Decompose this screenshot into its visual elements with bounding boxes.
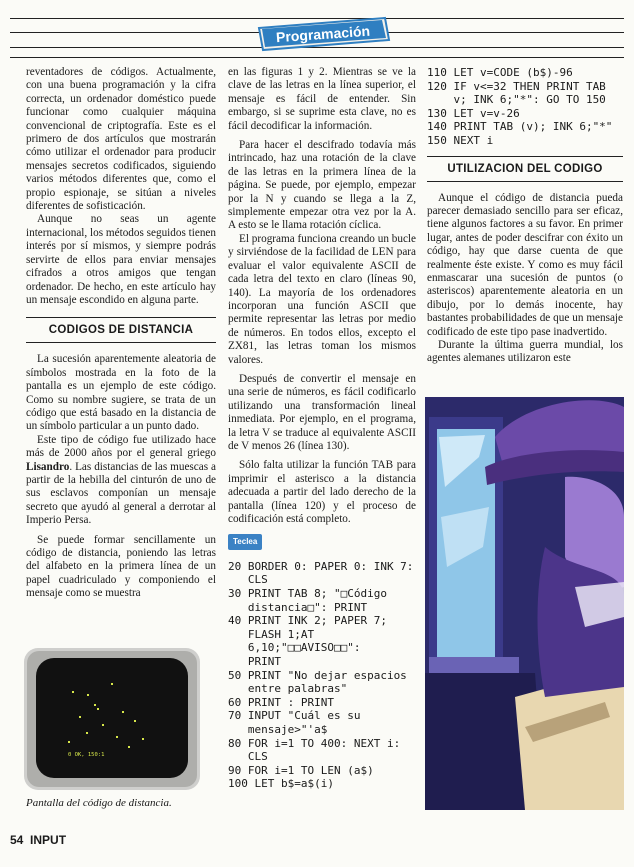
screen-dot (87, 694, 89, 696)
paragraph: Aunque no seas un agente internacional, los métodos seguidos tienen interés por sí mismos, y siempre podrás servirte de ellos para enviar mensajes cifrados a otros amigos que tengan ordenador. De hecho, en este artículo hay un mensaje escondido en alguna parte. (26, 213, 216, 306)
screen-dot (68, 741, 70, 743)
paragraph (26, 434, 216, 528)
screen-dot (116, 736, 118, 738)
paragraph: Sólo falta utilizar la función TAB para imprimir el asterisco a la distancia adecuada a partir del lado derecho de la pantalla (línea 120) y el proceso de codificación está completo. (228, 459, 416, 525)
screen-photo (24, 648, 200, 790)
paragraph-text: . Las distancias de las muescas a partir de la hebilla del cinturón de uno de sus esclavos componían un mensaje secreto que ayudó al general a derrotar al Imperio Persa. (26, 460, 216, 527)
paragraph: Se puede formar sencillamente un código de distancia, poniendo las letras del alfabeto en la primera línea de un papel cuadriculado y componiendo el mensaje como se muestra (26, 533, 216, 600)
column-2 (228, 66, 416, 791)
paragraph: reventadores de códigos. Actualmente, con una buena programación y la cifra correcta, un ordenador doméstico puede funcionar como cualquier máquina convencional de criptografía. Este es el primero de dos artículos que mostrarán cómo utilizar el ordenador para producir mensajes secretos codificados, siguiendo varios métodos diferentes que, como el propio espionaje, se sitúan a niveles diferentes de sofisticación. (26, 66, 216, 213)
paragraph: Aunque el código de distancia pueda parecer demasiado sencillo para ser eficaz, tiene algunos factores a su favor. En primer lugar, antes de poder descifrar con éxito un código, hay que darse cuenta de que realmente éste existe. Y como es muy fácil enmascarar una sucesión de puntos (o asteriscos) aparentemente aleatoria en un dibujo, por lo demás inocente, hay bastantes probabilidades de que un mensaje codificado de este tipo pase inadvertido. (427, 191, 623, 338)
magazine-name: INPUT (30, 833, 67, 847)
paragraph: El programa funciona creando un bucle y sirviéndose de la facilidad de LEN para evaluar el valor equivalente ASCII de cada letra del texto en claro (líneas 90, 140). La mayoría de los ordenadores incorporan una función ASCII que permite representar las letras por medio de números. En todos ellos, excepto el ZX81, las letras toman los mismos valores. (228, 232, 416, 366)
column-3 (427, 66, 623, 366)
paragraph: Durante la última guerra mundial, los agentes alemanes utilizaron este (427, 339, 623, 365)
paragraph: Después de convertir el mensaje en una serie de números, es fácil codificarlo utilizando una transformación lineal inmediata. Por ejemplo, en el programa, la letra V se traduce al equivalente ASCII de V menos 26 (línea 130). (228, 372, 416, 452)
paragraph: Para hacer el descifrado todavía más intrincado, haz una rotación de la clave de las letras en la primera línea de la página. Se puede, por ejemplo, empezar por la N y cuando se llega a la Z, simplemente empezar otra vez por la A. A esto se le llama rotación cíclica. (228, 139, 416, 232)
screen-dot (97, 708, 99, 710)
spy-illustration (425, 397, 624, 810)
section-heading: UTILIZACION DEL CODIGO (427, 156, 623, 182)
bold-name: Lisandro (26, 460, 70, 473)
code-listing: 20 BORDER 0: PAPER 0: INK 7: CLS 30 PRINT TAB 8; "□Código distancia□": PRINT 40 PRINT INK 2; PAPER 7; FLASH 1;AT 6,10;"□□AVISO□□": PRINT 50 PRINT "No dejar espacios entre palabras" 60 PRINT : PRINT 70 INPUT "Cuál es su mensaje>"'a$ 80 FOR i=1 TO 400: NEXT i: CLS 90 FOR i=1 TO LEN (a$) 100 LET b$=a$(i) (228, 559, 414, 791)
screen-dot (79, 716, 81, 718)
screen-readout: 0 OK, 150:1 (68, 752, 105, 758)
header-rule (10, 57, 624, 58)
paragraph: en las figuras 1 y 2. Mientras se ve la clave de las letras en la línea superior, el mensaje es fácil de entender. Sin embargo, si se suprime esta clave, no es fácil decodificar la información. (228, 66, 416, 132)
listing-tag: Teclea (228, 534, 262, 549)
paragraph-text: Este tipo de código fue utilizado hace más de 2000 años por el general griego (26, 433, 216, 460)
screen-dot (122, 711, 124, 713)
screen-dot (86, 732, 88, 734)
photo-caption: Pantalla del código de distancia. (26, 797, 172, 809)
screen-dot (128, 746, 130, 748)
section-heading: CODIGOS DE DISTANCIA (26, 317, 216, 343)
screen-dot (102, 724, 104, 726)
page-number: 54 (10, 833, 24, 847)
section-banner (253, 14, 393, 54)
column-1 (26, 66, 216, 601)
section-banner-label: Programación (275, 22, 371, 46)
screen-dot (72, 691, 74, 693)
screen-dot (111, 683, 113, 685)
screen-dot (134, 720, 136, 722)
code-listing: 110 LET v=CODE (b$)-96 120 IF v<=32 THEN PRINT TAB v; INK 6;"*": GO TO 150 130 LET v=v-26 140 PRINT TAB (v); INK 6;"*" 150 NEXT i (427, 66, 613, 147)
paragraph: La sucesión aparentemente aleatoria de símbolos mostrada en la foto de la pantalla es un ejemplo de este código. Como su nombre sugiere, se trata de un código que está basado en la distancia de un símbolo particular a un punto dado. (26, 353, 216, 433)
page-footer (10, 833, 66, 847)
screen-dot (142, 738, 144, 740)
screen-dot (94, 704, 96, 706)
